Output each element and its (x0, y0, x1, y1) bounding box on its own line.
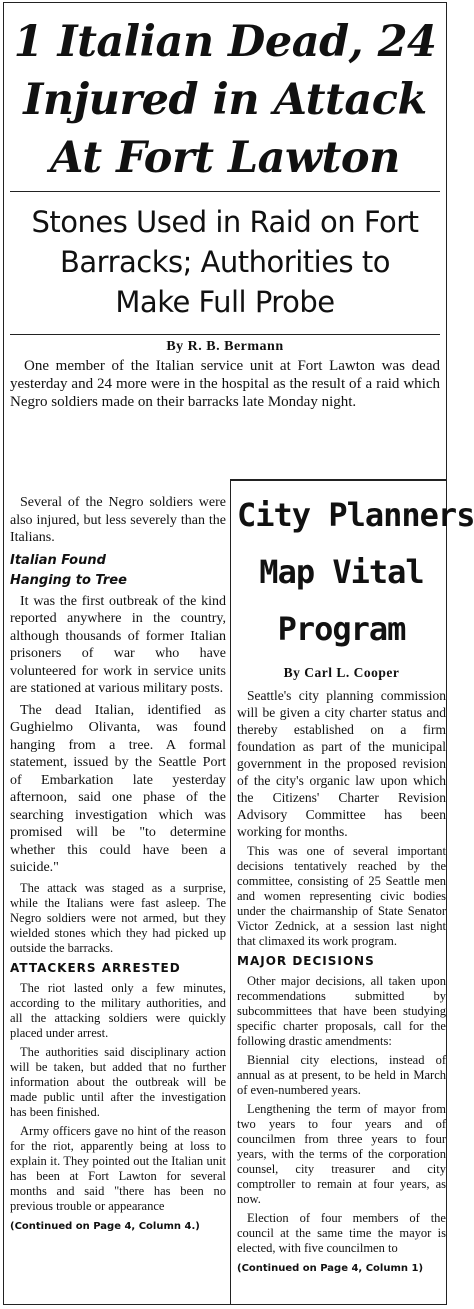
right-subhead: MAJOR DECISIONS (237, 954, 375, 968)
boxed-headline-line-3: Program (277, 610, 406, 648)
deck-headline (4, 202, 446, 322)
boxed-headline-line-2: Map Vital (259, 553, 424, 591)
lead-paragraph: One member of the Italian service unit at Fort Lawton was dead yesterday and 24 more were in the hospital as the result of a raid which Negro soldiers made on their barracks late Monday night. (10, 358, 440, 410)
right-paragraph-6: Election of four members of the council at the same time the mayor is elected, with five councilmen to (237, 1211, 446, 1255)
headline-line-2: Injured in Attack (23, 75, 427, 125)
deck-line-1: Stones Used in Raid on Fort (31, 205, 419, 239)
right-column-boxed-story (230, 479, 474, 1304)
main-byline: By R. B. Bermann (166, 339, 284, 354)
right-paragraph-4: Biennial city elections, instead of annual as at present, to be held in March of even-numbered years. (237, 1053, 446, 1097)
left-paragraph-7: Army officers gave no hint of the reason for the riot, apparently being at loss to explain it. They pointed out the Italian unit has been at Fort Lawton for several months and said "there has been no previous trouble or appearance (10, 1124, 226, 1213)
left-paragraph-6: The authorities said disciplinary action will be taken, but added that no further information about the outbreak will be made public until after the investigation has been finished. (10, 1045, 226, 1119)
left-paragraph-4: The attack was staged as a surprise, while the Italians were fast asleep. The Negro soldiers were not armed, but they wielded stones which they had picked up outside the barracks. (10, 880, 226, 955)
headline-line-1: 1 Italian Dead, 24 (13, 17, 437, 67)
left-paragraph-1: Several of the Negro soldiers were also injured, but less severely than the Italians. (10, 495, 226, 545)
right-paragraph-3: Other major decisions, all taken upon recommendations submitted by subcommittees that have been studying specific charter proposals, call for the following drastic amendments: (237, 974, 446, 1048)
boxed-byline: By Carl L. Cooper (283, 665, 400, 680)
left-continued-line: (Continued on Page 4, Column 4.) (10, 1221, 200, 1232)
right-paragraph-2: This was one of several important decisions tentatively reached by the committee, consisting of 25 Seattle men and women representing civic bodies under the chairmanship of State Senator Victor Zednick, at a session last night that climaxed its work program. (237, 844, 446, 948)
right-continued-line: (Continued on Page 4, Column 1) (237, 1263, 424, 1274)
headline-rule (10, 191, 440, 192)
left-paragraph-3: The dead Italian, identified as Gughielmo Olivanta, was found hanging from a tree. A formal statement, issued by the Seattle Port of Embarkation late yesterday afternoon, said one phase of the searching investigation which was promised will be "to determine whether this could have been a suicide." (10, 702, 226, 875)
right-paragraph-1: Seattle's city planning commission will be given a city charter status and thereby established on a firm foundation as part of the municipal government in the proposed revision of the city's organic law upon which the Citizens' Charter Revision Advisory Committee has been working for months. (237, 688, 446, 839)
deck-line-3: Make Full Probe (115, 285, 335, 319)
left-paragraph-2: It was the first outbreak of the kind reported anywhere in the country, although thousands of former Italian prisoners of war who have volunteered for work in service units are stationed at various military posts. (10, 593, 226, 696)
headline-line-3: At Fort Lawton (50, 133, 400, 183)
left-paragraph-5: The riot lasted only a few minutes, according to the military authorities, and all the attacking soldiers were quickly placed under arrest. (10, 981, 226, 1040)
left-subhead-2: ATTACKERS ARRESTED (10, 960, 181, 975)
left-subhead-1 (10, 551, 226, 591)
boxed-headline-line-1: City Planners (237, 496, 474, 534)
boxed-headline (237, 487, 474, 658)
left-subhead-1-line-2: Hanging to Tree (10, 572, 127, 588)
deck-rule (10, 334, 440, 335)
deck-line-2: Barracks; Authorities to (59, 245, 390, 279)
left-subhead-1-line-1: Italian Found (10, 552, 106, 568)
right-paragraph-5: Lengthening the term of mayor from two years to four years and of councilmen from three years to four years, with the terms of the corporation counsel, city treasurer and city comptroller to remain at four years, as now. (237, 1102, 446, 1206)
newspaper-clipping (3, 2, 474, 1305)
main-headline (4, 3, 446, 187)
left-column (10, 494, 226, 1236)
